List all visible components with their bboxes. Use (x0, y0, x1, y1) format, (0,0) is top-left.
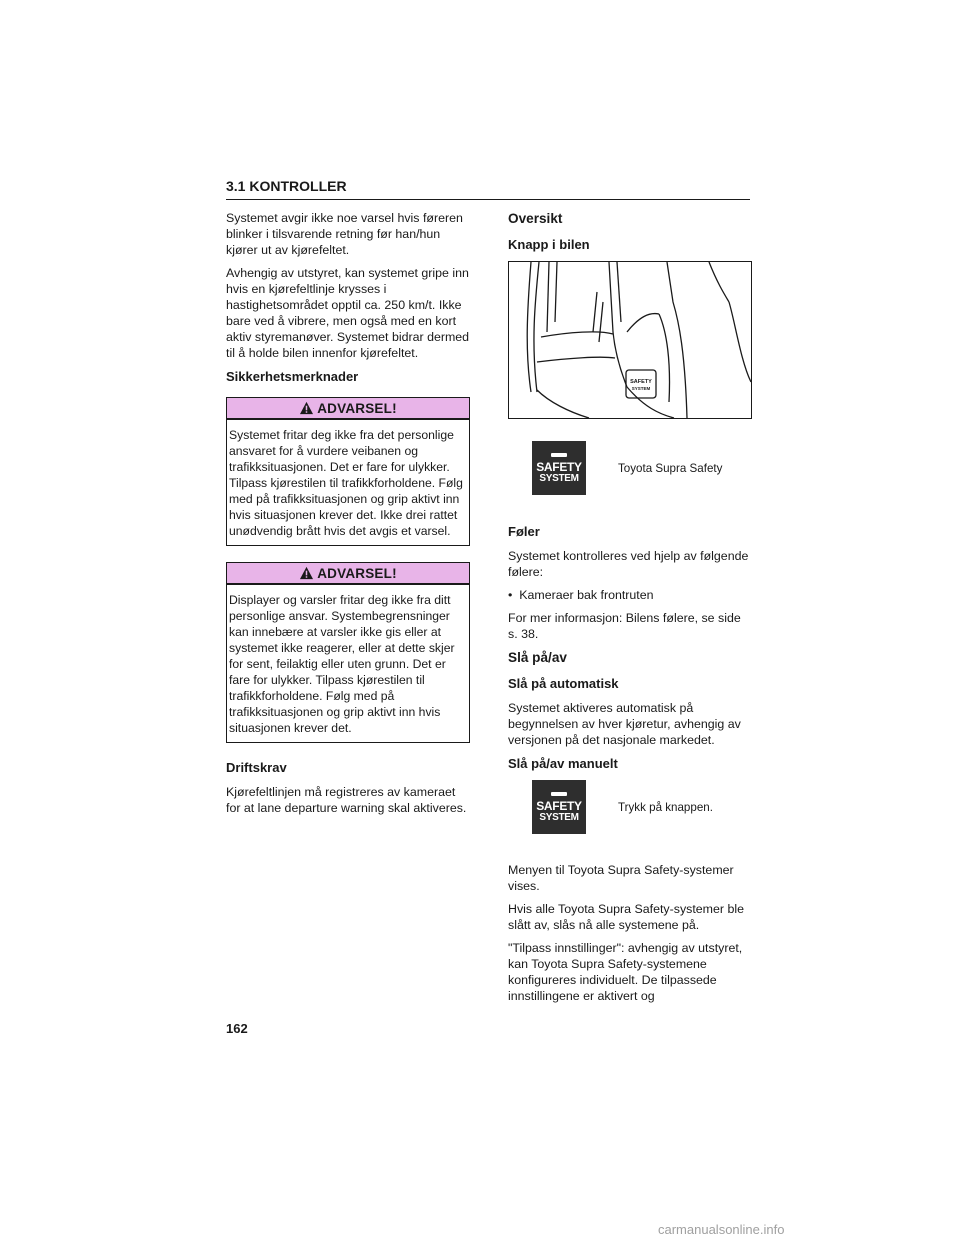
auto-heading: Slå på automatisk (508, 676, 619, 691)
warning-title: ADVARSEL! (317, 400, 397, 416)
warning-text: Systemet fritar deg ikke fra det personlige ansvaret for å vurdere veibanen og trafikksituasjonen. Det er fare for ulykker. Tilpass kjørestilen til trafikkforholdene. Følg med på trafikksituasjonen og grip aktivt inn hvis situasjonen krever det. Ikke drei rattet unødvendig brått hvis det avgis et varsel. (229, 428, 463, 538)
manual-heading: Slå på/av manuelt (508, 756, 618, 771)
safety-system-button-icon: SAFETY SYSTEM (532, 441, 586, 495)
warning-triangle-icon (299, 566, 314, 580)
auto-text: Systemet aktiveres automatisk på begynnelsen av hver kjøretur, avhengig av versjonen på det nasjonale markedet. (508, 701, 741, 747)
bullet-dot: • (508, 588, 520, 602)
warning-header (227, 398, 469, 420)
warning-text: Displayer og varsler fritar deg ikke fra ditt personlige ansvar. Systembegrensninger kan innebære at varsler ikke gis eller at systemet ikke reagerer, eller at dette skjer for sent, feilaktig eller uten grunn. Det er fare for ulykker. Tilpass kjørestilen til trafikkforholdene. Følg med på trafikksituasjonen og grip aktivt inn hvis situasjonen krever det. (229, 593, 455, 735)
requirements-heading: Driftskrav (226, 760, 287, 775)
safety-icon-row-2 (508, 780, 750, 834)
menu-text: Menyen til Toyota Supra Safety-systemer vises. (508, 863, 734, 893)
car-console-illustration (508, 261, 752, 419)
section-header: 3.1 KONTROLLER (226, 178, 750, 200)
paragraph-steering-intervention: Avhengig av utstyret, kan systemet gripe inn hvis en kjørefeltlinje krysses i hastighetsområdet opptil ca. 250 km/t. Ikke bare ved å vibrere, men også med en kort aktiv styremanøver. Systemet bidrar dermed til å holde bilen innenfor kjørefeltet. (226, 266, 470, 360)
svg-text:SYSTEM: SYSTEM (631, 386, 651, 391)
left-column (226, 210, 470, 823)
right-column (508, 210, 750, 1011)
onoff-heading: Slå på/av (508, 650, 567, 665)
bullet-item: • Kameraer bak frontruten (508, 588, 654, 602)
svg-text:SAFETY: SAFETY (630, 379, 652, 385)
safety-notes-heading: Sikkerhetsmerknader (226, 369, 359, 384)
button-heading: Knapp i bilen (508, 237, 590, 252)
safety-system-button-icon: SAFETY SYSTEM (532, 780, 586, 834)
warning-title: ADVARSEL! (317, 565, 397, 581)
overview-heading: Oversikt (508, 211, 563, 226)
requirements-text: Kjørefeltlinjen må registreres av kameraet for at lane departure warning skal aktiveres. (226, 785, 467, 815)
paragraph-no-warning: Systemet avgir ikke noe varsel hvis føreren blinker i tilsvarende retning før han/hun kjører ut av kjørefeltet. (226, 211, 463, 257)
warning-box-2 (226, 562, 470, 743)
all-off-text: Hvis alle Toyota Supra Safety-systemer ble slått av, slås nå alle systemene på. (508, 902, 744, 932)
more-info-text: For mer informasjon: Bilens følere, se side s. 38. (508, 611, 741, 641)
warning-header (227, 563, 469, 585)
icon-caption: Trykk på knappen. (618, 800, 713, 814)
watermark: carmanualsonline.info (658, 1222, 785, 1237)
page-number: 162 (226, 1021, 248, 1036)
warning-box-1 (226, 397, 470, 546)
safety-icon-row-1 (508, 441, 750, 495)
console-line-drawing (509, 262, 751, 418)
icon-caption: Toyota Supra Safety (618, 461, 723, 475)
sensor-text: Systemet kontrolleres ved hjelp av følgende følere: (508, 549, 749, 579)
sensor-heading: Føler (508, 524, 540, 539)
warning-triangle-icon (299, 401, 314, 415)
custom-settings-text: "Tilpass innstillinger": avhengig av utstyret, kan Toyota Supra Safety-systemene konfigureres individuelt. De tilpassede innstillingene er aktivert og (508, 941, 743, 1003)
